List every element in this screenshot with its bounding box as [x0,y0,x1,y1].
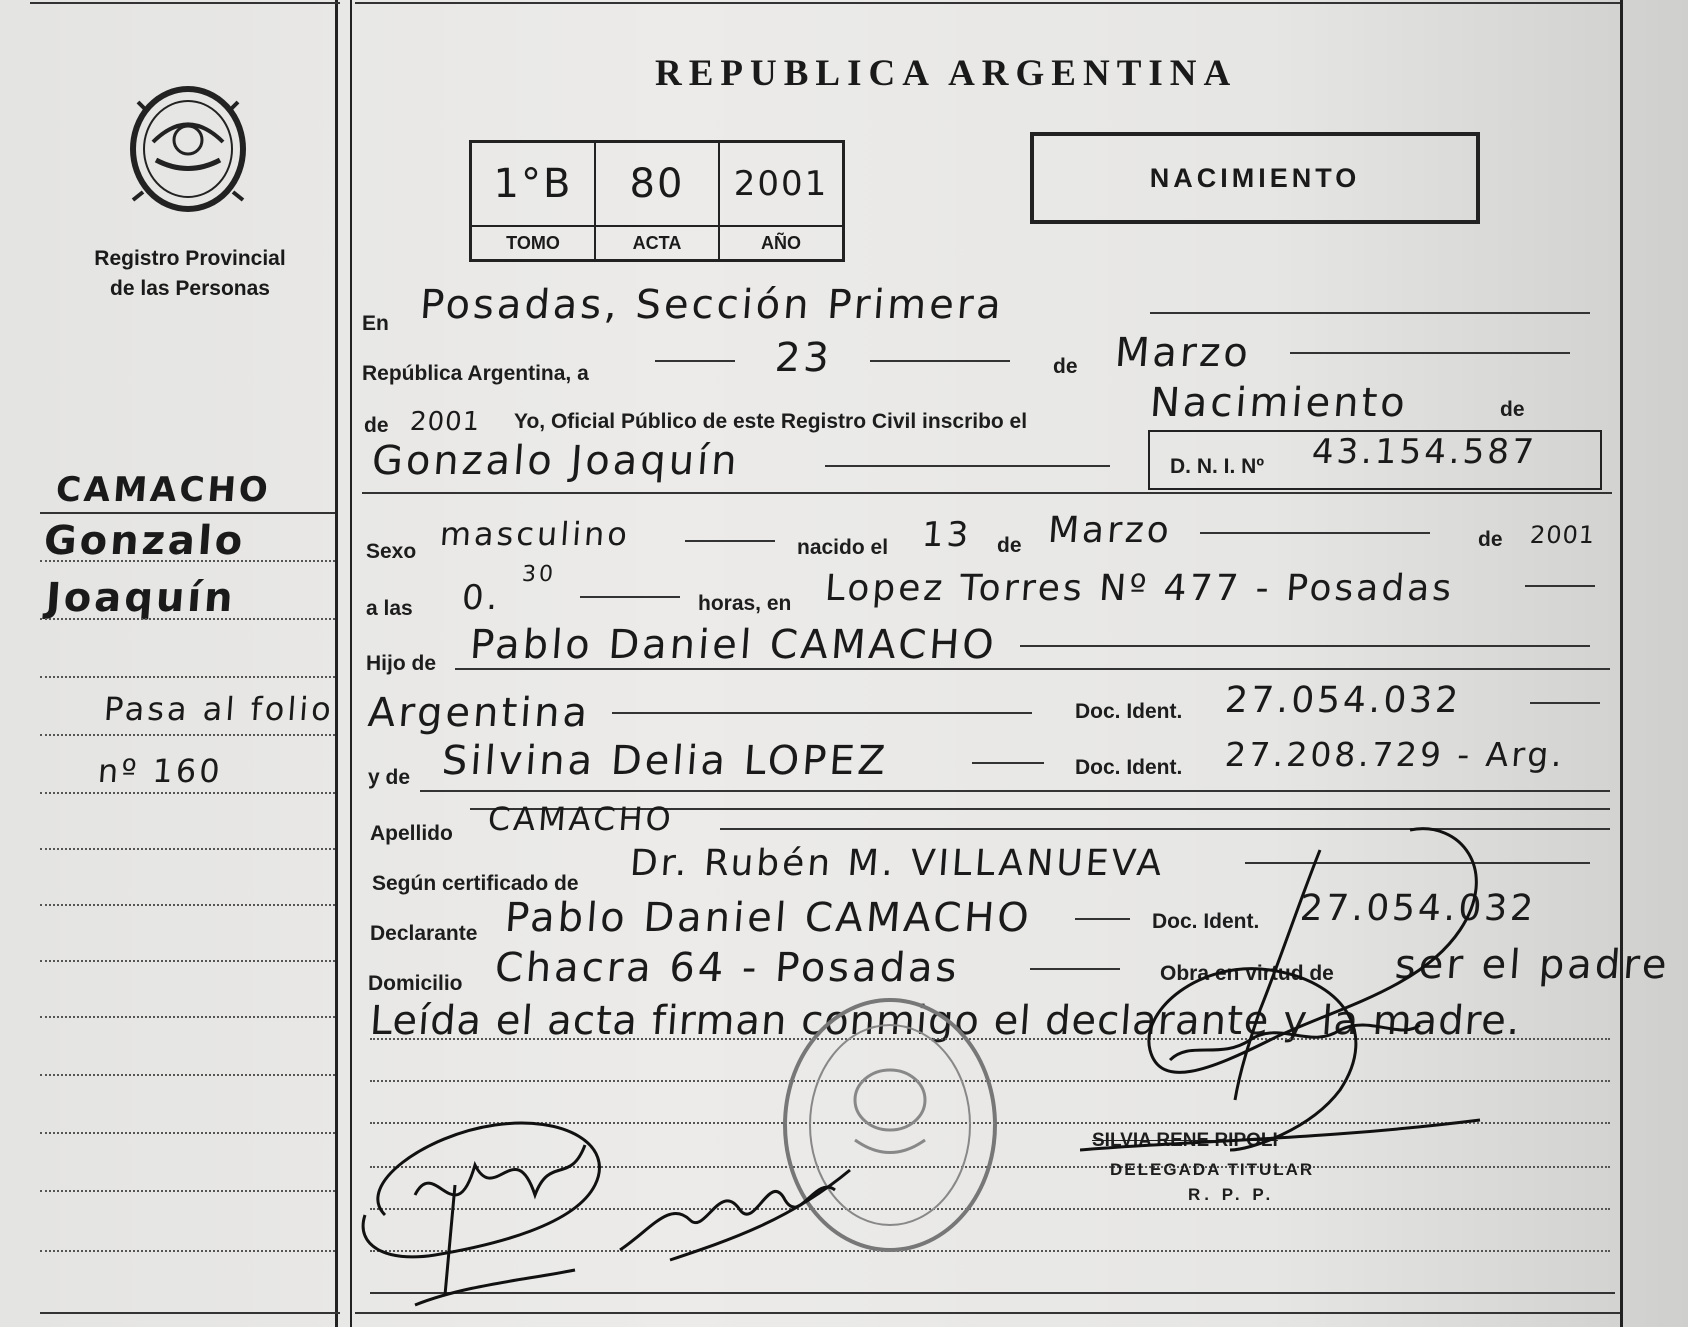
label-a-las: a las [366,597,413,620]
tomo-label: TOMO [472,225,594,259]
margin-dots-3 [40,676,335,678]
field-surname: CAMACHO [486,800,676,838]
label-horas: horas, en [698,592,792,615]
margin-dots-8 [40,960,335,962]
rule-mother [972,762,1044,764]
margin-note-2: nº 160 [96,752,224,790]
rule-birth-place [1525,585,1595,587]
margin-dots-7 [40,904,335,906]
label-en: En [362,312,389,335]
provincial-seal-icon [118,82,258,217]
label-apellido: Apellido [370,822,453,845]
rule-sex [685,540,775,542]
field-hour-minutes: 30 [521,562,557,587]
rule-day-left [655,360,735,362]
anio-value: 2001 [733,164,829,204]
margin-dots-6 [40,848,335,850]
label-obra: Obra en virtud de [1160,962,1334,985]
field-given-names: Gonzalo Joaquín [370,438,742,484]
field-father-nationality: Argentina [366,690,592,736]
rule-mother-under [420,790,1610,792]
field-birth-year: 2001 [1529,521,1597,549]
country-title: REPUBLICA ARGENTINA [655,53,1238,94]
label-yo-oficial: Yo, Oficial Público de este Registro Civil inscribo el [514,410,1028,433]
top-border-right [355,2,1620,4]
field-declarant-doc: 27.054.032 [1298,888,1538,929]
acta-cell [596,143,720,259]
field-certifier: Dr. Rubén M. VILLANUEVA [628,843,1166,884]
field-declarant: Pablo Daniel CAMACHO [503,895,1034,941]
tomo-cell [472,143,596,259]
label-domicilio: Domicilio [368,972,463,995]
field-day: 23 [773,335,834,381]
field-dni-number: 43.154.587 [1310,432,1539,472]
margin-dots-4 [40,734,335,736]
label-doc-ident-2: Doc. Ident. [1075,756,1183,779]
rule-father-nationality [612,712,1032,714]
registry-name [70,244,310,304]
label-republica: República Argentina, a [362,362,589,385]
field-birth-place: Lopez Torres Nº 477 - Posadas [823,568,1456,609]
label-declarante: Declarante [370,922,478,945]
tomo-value: 1°B [493,161,573,207]
label-nacido: nacido el [797,536,889,559]
rule-father-under [455,668,1610,670]
field-capacity: ser el padre [1393,942,1672,988]
registry-line-1: Registro Provincial [94,247,286,270]
field-year-short: 2001 [408,407,482,437]
rule-father-doc [1530,702,1600,704]
label-dni: D. N. I. Nº [1170,455,1265,478]
margin-name-2: Joaquín [44,575,238,621]
rule-day-right [870,360,1010,362]
field-birth-month: Marzo [1046,510,1174,551]
anio-label: AÑO [720,225,842,259]
margin-name-1: Gonzalo [42,518,247,564]
margin-divider [335,0,338,1327]
field-hour: 0. [460,578,502,618]
margin-dots-2 [40,618,335,620]
label-de-person: de [1500,398,1525,421]
label-de-birth-month: de [997,534,1022,557]
label-de-birth-year: de [1478,528,1503,551]
rule-given-names [825,465,1110,467]
field-father-doc: 27.054.032 [1223,680,1463,721]
label-de-month: de [1053,355,1078,378]
official-name: SILVIA RENE RIPOLI [1092,1130,1278,1151]
field-mother: Silvina Delia LOPEZ [440,738,890,784]
right-border [1620,0,1623,1327]
margin-dots-5 [40,792,335,794]
label-hijo-de: Hijo de [366,652,437,675]
official-office: R. P. P. [1188,1185,1275,1204]
field-closing: Leída el acta firman conmigo el declarante y la madre. [368,998,1523,1044]
field-sex: masculino [438,515,632,553]
label-sexo: Sexo [366,540,417,563]
acta-label: ACTA [596,225,718,259]
declarant-signature [345,1095,645,1325]
margin-dots-12 [40,1190,335,1192]
rule-place [1150,312,1590,314]
record-type-box: NACIMIENTO [1030,132,1480,224]
mother-signature [610,1140,870,1270]
rule-hour [580,596,680,598]
margin-dots-11 [40,1132,335,1134]
margin-note-1: Pasa al folio [102,690,336,728]
acta-value: 80 [629,161,685,207]
rule-month [1290,352,1570,354]
field-act-kind: Nacimiento [1148,380,1410,426]
bottom-border-left [40,1312,340,1314]
field-place: Posadas, Sección Primera [418,282,1006,328]
registry-line-2: de las Personas [110,277,270,300]
rule-dni-row [362,492,1612,494]
margin-surname: CAMACHO [54,470,273,510]
field-birth-day: 13 [920,515,973,555]
margin-dots-1 [40,560,335,562]
margin-dots-10 [40,1074,335,1076]
label-doc-ident-1: Doc. Ident. [1075,700,1183,723]
field-father: Pablo Daniel CAMACHO [468,622,999,668]
label-segun: Según certificado de [372,872,579,895]
official-title: DELEGADA TITULAR [1110,1160,1315,1179]
margin-dots-13 [40,1250,335,1252]
anio-cell [720,143,842,259]
record-id-box [469,140,845,262]
label-doc-ident-3: Doc. Ident. [1152,910,1260,933]
label-y-de: y de [368,766,411,789]
rule-birth-month [1200,532,1430,534]
label-de-year: de [364,414,389,437]
official-signature [1080,810,1510,1170]
field-mother-doc: 27.208.729 - Arg. [1223,735,1567,774]
margin-dots-9 [40,1016,335,1018]
rule-father [1020,645,1590,647]
top-border [30,2,340,4]
margin-rule-1 [40,512,335,514]
field-month: Marzo [1113,330,1253,376]
field-address: Chacra 64 - Posadas [493,945,962,991]
